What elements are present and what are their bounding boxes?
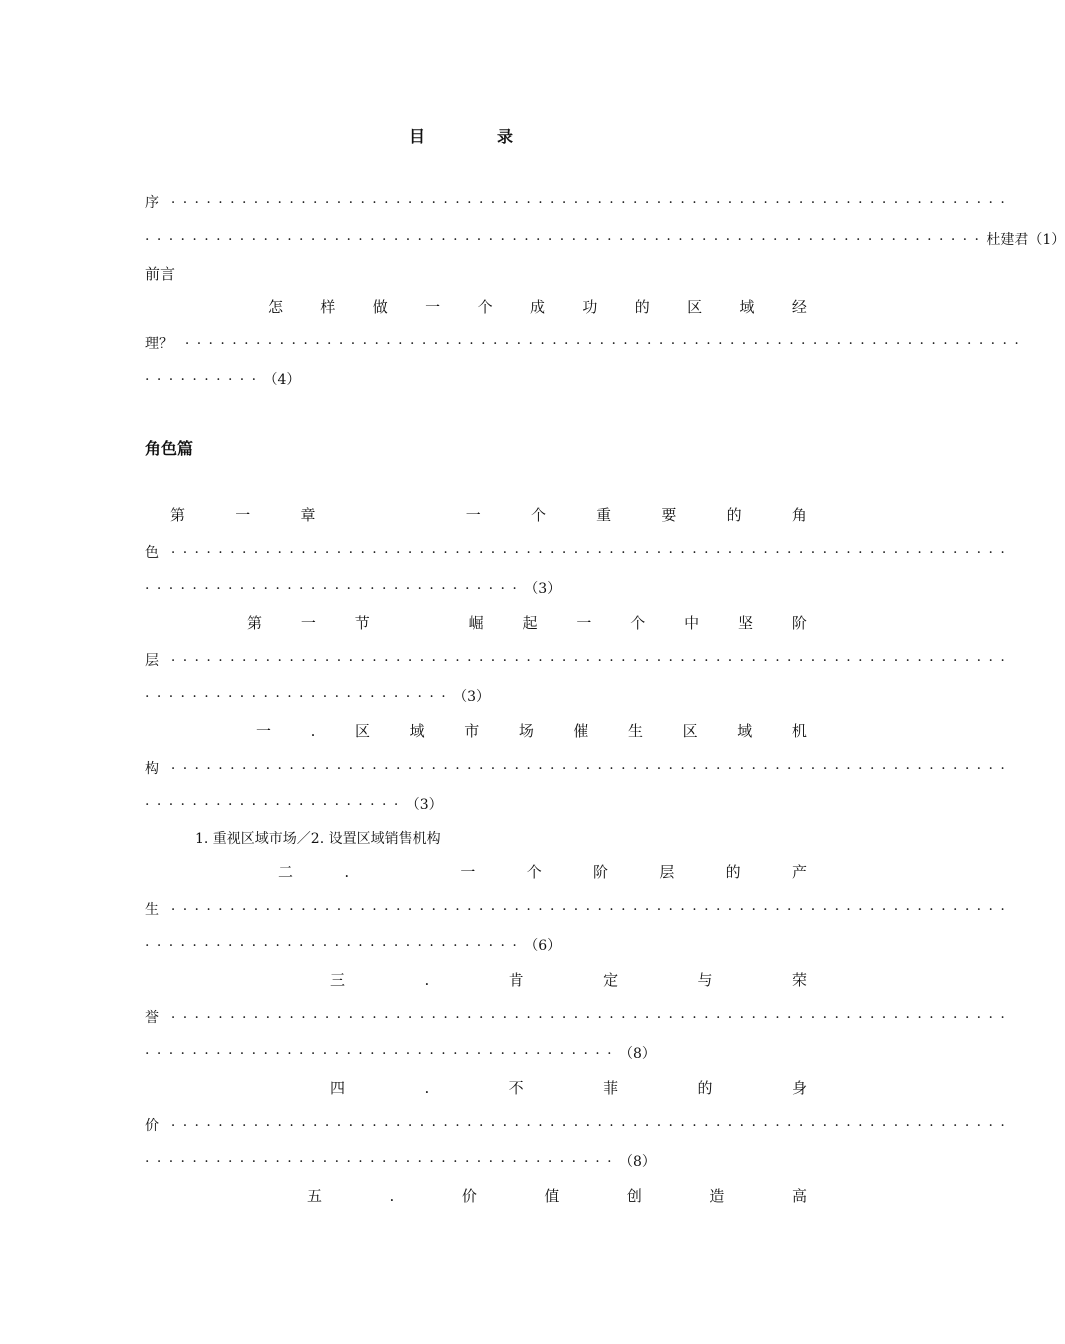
toc-char: 四 [330, 1079, 346, 1097]
dot-leader: ······································································· [159, 902, 1013, 918]
toc-entry-ch1[interactable] [170, 502, 807, 528]
toc-char: 第 [170, 506, 186, 524]
toc-char: 重 [596, 506, 612, 524]
dot-leader: ······································································· [145, 232, 987, 248]
toc-char: 一 [465, 506, 481, 524]
toc-char: 章 [300, 506, 316, 524]
toc-page: （8） [619, 1046, 656, 1062]
dot-leader: ································ [145, 581, 525, 597]
toc-entry-i4[interactable] [330, 1075, 807, 1101]
toc-page: （3） [524, 581, 562, 597]
toc-entry-i2-page [145, 933, 562, 959]
toc-entry-i3[interactable] [330, 967, 807, 993]
toc-char: 个 [526, 863, 542, 881]
toc-label: 序 [145, 195, 159, 211]
dot-leader: ······································································· [159, 1118, 1013, 1134]
toc-char: 阶 [593, 863, 609, 881]
toc-char: 起 [522, 614, 538, 632]
toc-char: 阶 [791, 614, 807, 632]
toc-char: 造 [709, 1187, 725, 1205]
toc-entry-qianyan-sub[interactable] [268, 294, 807, 320]
toc-entry-qianyan-sub-cont [145, 331, 1027, 357]
toc-char: 个 [630, 614, 646, 632]
section-heading: 角色篇 [145, 439, 194, 458]
toc-char: 一 [460, 863, 476, 881]
toc-char: 域 [737, 722, 753, 740]
toc-char: 场 [518, 722, 534, 740]
toc-char: 市 [464, 722, 480, 740]
toc-char: 肯 [508, 971, 524, 989]
toc-entry-i5[interactable] [307, 1183, 807, 1209]
toc-entry-i2-cont [145, 897, 1013, 923]
toc-entry-ch1-cont [145, 540, 1013, 566]
toc-entry-ch1-page [145, 576, 562, 602]
toc-char: 定 [603, 971, 619, 989]
dot-leader: ······································································· [159, 545, 1013, 561]
toc-entry-i2[interactable] [278, 859, 807, 885]
toc-char: 催 [573, 722, 589, 740]
toc-entry-i4-page [145, 1149, 656, 1175]
toc-char: 荣 [791, 971, 807, 989]
toc-char: 三 [330, 971, 346, 989]
toc-entry-i4-cont [145, 1113, 1013, 1139]
toc-char: . [389, 1187, 395, 1205]
toc-char: 角 [791, 506, 807, 524]
toc-label: 生 [145, 902, 159, 918]
toc-page: （3） [405, 797, 443, 813]
toc-char: 层 [659, 863, 675, 881]
toc-entry-xu[interactable] [145, 190, 1013, 216]
toc-char: 要 [661, 506, 677, 524]
dot-leader: ································ [145, 938, 525, 954]
toc-entry-i1[interactable] [256, 718, 807, 744]
toc-label: 层 [145, 653, 159, 669]
toc-char: 一 [576, 614, 592, 632]
toc-char: 机 [791, 722, 807, 740]
toc-entry-i3-cont [145, 1005, 1013, 1031]
dot-leader: ········································ [145, 1154, 620, 1170]
toc-char: 值 [544, 1187, 560, 1205]
toc-char: 五 [307, 1187, 323, 1205]
toc-label: 理？ [145, 336, 173, 352]
toc-entry-qianyan[interactable]: 前言 [145, 265, 176, 283]
dot-leader: ······································································· [159, 653, 1013, 669]
dot-leader: ······················ [145, 797, 406, 813]
toc-char: 一 [256, 722, 272, 740]
toc-char: 的 [725, 863, 741, 881]
toc-char: 身 [791, 1079, 807, 1097]
toc-entry-sec1-page [145, 684, 491, 710]
toc-entry-i3-page [145, 1041, 656, 1067]
toc-char: 区 [354, 722, 370, 740]
toc-label: 价 [145, 1118, 159, 1134]
toc-entry-i1-cont [145, 756, 1013, 782]
toc-label: 构 [145, 761, 159, 777]
toc-char: 创 [626, 1187, 642, 1205]
toc-char: 区 [687, 298, 703, 316]
toc-char: 经 [791, 298, 807, 316]
dot-leader: ········································ [145, 1046, 620, 1062]
toc-char: 第 [247, 614, 263, 632]
page-title: 目 录 [408, 127, 541, 146]
toc-char: 产 [791, 863, 807, 881]
toc-char: 节 [354, 614, 370, 632]
toc-char: 的 [726, 506, 742, 524]
toc-entry-i1-page [145, 792, 443, 818]
toc-entry-sec1[interactable] [247, 610, 807, 636]
toc-char: 做 [372, 298, 388, 316]
toc-label: 色 [145, 545, 159, 561]
toc-page: 杜建君（1） [986, 232, 1065, 248]
toc-char: 怎 [268, 298, 284, 316]
toc-page: （3） [453, 689, 491, 705]
toc-char: . [424, 1079, 430, 1097]
toc-char: 一 [425, 298, 441, 316]
toc-char: 与 [697, 971, 713, 989]
toc-char: 高 [791, 1187, 807, 1205]
toc-entry-qianyan-sub-page [145, 367, 301, 393]
dot-leader: ······································································· [159, 761, 1013, 777]
dot-leader: ······································································· [159, 195, 1013, 211]
toc-char: 样 [320, 298, 336, 316]
toc-char: 个 [477, 298, 493, 316]
toc-char: 一 [235, 506, 251, 524]
toc-char: . [424, 971, 430, 989]
dot-leader: ······································································· [173, 336, 1027, 352]
toc-char: . [310, 722, 316, 740]
toc-char: 个 [530, 506, 546, 524]
toc-char: 菲 [603, 1079, 619, 1097]
toc-char: 不 [508, 1079, 524, 1097]
toc-entry-xu-cont [145, 227, 1065, 253]
dot-leader: ·························· [145, 689, 454, 705]
toc-char: 生 [628, 722, 644, 740]
toc-entry-sec1-cont [145, 648, 1013, 674]
toc-char: 成 [529, 298, 545, 316]
toc-page: （8） [619, 1154, 656, 1170]
toc-char: . [344, 863, 350, 881]
toc-char: 坚 [738, 614, 754, 632]
toc-char: 区 [682, 722, 698, 740]
dot-leader: ······································································· [159, 1010, 1013, 1026]
toc-char: 域 [739, 298, 755, 316]
toc-char: 域 [409, 722, 425, 740]
toc-char: 崛 [468, 614, 484, 632]
dot-leader: ·········· [145, 372, 264, 388]
toc-char: 二 [278, 863, 294, 881]
toc-page: （6） [524, 938, 562, 954]
toc-char: 的 [634, 298, 650, 316]
toc-char: 价 [461, 1187, 477, 1205]
toc-char: 中 [684, 614, 700, 632]
toc-char: 功 [582, 298, 598, 316]
toc-char: 一 [300, 614, 316, 632]
toc-char: 的 [697, 1079, 713, 1097]
toc-subitems: 1. 重视区域市场／2. 设置区域销售机构 [195, 831, 441, 847]
toc-label: 誉 [145, 1010, 159, 1026]
toc-page: （4） [263, 372, 301, 388]
